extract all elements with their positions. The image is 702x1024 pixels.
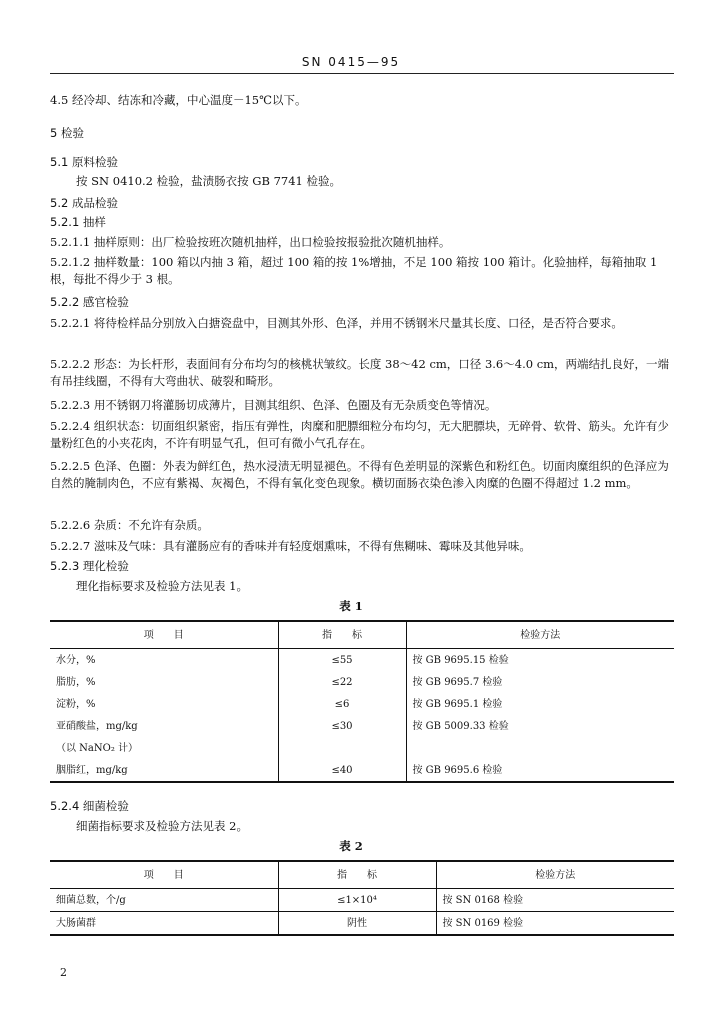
table-cell-method: 按 SN 0168 检验 [436, 889, 674, 912]
section-5-2-3-title: 5.2.3 理化检验 [50, 559, 129, 573]
clause-4-5: 4.5 经冷却、结冻和冷藏，中心温度－15℃以下。 [50, 93, 307, 107]
clause-5-2-2-4: 5.2.2.4 组织状态：切面组织紧密，指压有弹性，肉糜和肥膘细粒分布均匀，无大肥膘块，无碎骨、软骨、筋头。允许有少量粉红色的小夹花肉，不许有明显气孔，但可有微小气孔存在。 [50, 419, 669, 450]
table-2-header-row [50, 861, 674, 889]
table-cell-item: 淀粉，% [56, 698, 96, 710]
table-cell-method: 按 GB 9695.6 检验 [406, 759, 674, 782]
table-row [50, 693, 674, 715]
table-1-header-spec: 指 标 [278, 621, 406, 649]
table-cell-method: 按 GB 9695.7 检验 [406, 671, 674, 693]
clause-5-2-1-1: 5.2.1.1 抽样原则：出厂检验按班次随机抽样，出口检验按报验批次随机抽样。 [50, 235, 451, 249]
table-1 [50, 620, 674, 783]
clause-5-2-3-text: 理化指标要求及检验方法见表 1。 [76, 579, 248, 593]
table-cell-method: 按 SN 0169 检验 [436, 912, 674, 936]
table-cell-spec [278, 737, 406, 759]
table-cell-spec: ≤30 [278, 715, 406, 737]
section-5-title: 5 检验 [50, 126, 84, 140]
clause-5-1-text: 按 SN 0410.2 检验，盐渍肠衣按 GB 7741 检验。 [76, 174, 342, 188]
table-cell-item: （以 NaNO₂ 计） [56, 742, 139, 754]
table-row [50, 671, 674, 693]
clause-5-2-2-5: 5.2.2.5 色泽、色圈：外表为鲜红色，热水浸渍无明显褪色。不得有色差明显的深紫色和粉红色。切面肉糜组织的色泽应为自然的腌制肉色，不应有紫褐、灰褐色，不得有氧化变色现象。横切面肠衣染色渗入肉糜的色圈不得超过 1.2 mm。 [50, 459, 669, 490]
document-code: SN 0415—95 [301, 55, 401, 69]
table-2-caption: 表 2 [339, 839, 363, 853]
table-cell-method [406, 737, 674, 759]
table-cell-method: 按 GB 5009.33 检验 [406, 715, 674, 737]
table-1-caption: 表 1 [339, 599, 363, 613]
table-row [50, 912, 674, 936]
table-1-header-item: 项 目 [50, 621, 278, 649]
table-cell-item: 亚硝酸盐，mg/kg [56, 720, 138, 732]
table-row [50, 737, 674, 759]
table-2-header-method: 检验方法 [436, 861, 674, 889]
table-2-header-spec: 指 标 [278, 861, 436, 889]
table-row [50, 889, 674, 912]
table-row [50, 649, 674, 672]
clause-5-2-4-text: 细菌指标要求及检验方法见表 2。 [76, 819, 248, 833]
table-row [50, 715, 674, 737]
table-cell-item: 胭脂红，mg/kg [56, 764, 128, 776]
section-5-2-1-title: 5.2.1 抽样 [50, 215, 106, 229]
section-5-2-2-title: 5.2.2 感官检验 [50, 295, 129, 309]
table-cell-item: 脂肪，% [56, 676, 96, 688]
table-1-header-row [50, 621, 674, 649]
section-5-1-title: 5.1 原料检验 [50, 155, 118, 169]
clause-5-2-2-6: 5.2.2.6 杂质：不允许有杂质。 [50, 518, 209, 532]
table-2-header-item: 项 目 [50, 861, 278, 889]
table-cell-spec: 阴性 [278, 912, 436, 936]
clause-5-2-2-2: 5.2.2.2 形态：为长杆形，表面间有分布均匀的核桃状皱纹。长度 38～42 cm，口径 3.6～4.0 cm，两端结扎良好，一端有吊挂线圈，不得有大弯曲状、破裂和畸形。 [50, 357, 670, 388]
table-cell-method: 按 GB 9695.15 检验 [406, 649, 674, 672]
table-cell-method: 按 GB 9695.1 检验 [406, 693, 674, 715]
table-1-header-method: 检验方法 [406, 621, 674, 649]
clause-5-2-2-1: 5.2.2.1 将待检样品分别放入白搪瓷盘中，目测其外形、色泽，并用不锈钢米尺量其长度、口径，是否符合要求。 [50, 316, 623, 330]
table-cell-spec: ≤1×10⁴ [278, 889, 436, 912]
table-cell-spec: ≤40 [278, 759, 406, 782]
table-cell-spec: ≤55 [278, 649, 406, 672]
table-cell-spec: ≤6 [278, 693, 406, 715]
table-cell-spec: ≤22 [278, 671, 406, 693]
table-row [50, 759, 674, 782]
clause-5-2-2-3: 5.2.2.3 用不锈钢刀将灌肠切成薄片，目测其组织、色泽、色圈及有无杂质变色等情况。 [50, 398, 497, 412]
clause-5-2-1-2: 5.2.1.2 抽样数量：100 箱以内抽 3 箱，超过 100 箱的按 1%增抽，不足 100 箱按 100 箱计。化验抽样，每箱抽取 1 根，每批不得少于 3 根。 [50, 255, 658, 286]
section-5-2-4-title: 5.2.4 细菌检验 [50, 799, 129, 813]
table-cell-item: 大肠菌群 [56, 917, 96, 929]
clause-5-2-2-7: 5.2.2.7 滋味及气味：具有灌肠应有的香味并有轻度烟熏味，不得有焦糊味、霉味及其他异味。 [50, 539, 531, 553]
table-2 [50, 860, 674, 936]
table-cell-item: 水分，% [56, 654, 96, 666]
header-rule [50, 73, 674, 74]
section-5-2-title: 5.2 成品检验 [50, 196, 118, 210]
page-number: 2 [60, 966, 67, 979]
table-cell-item: 细菌总数，个/g [50, 889, 278, 912]
